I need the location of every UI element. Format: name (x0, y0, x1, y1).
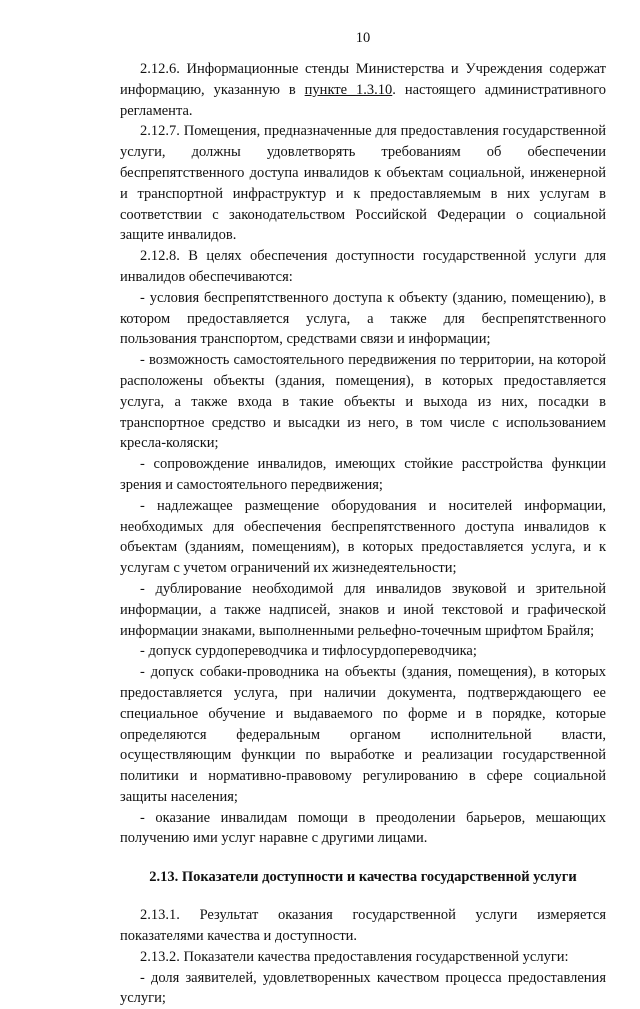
paragraph-2-12-6-tail: . настоящего административного регламента. (120, 81, 606, 119)
section-title-2-13: 2.13. Показатели доступности и качества государственной услуги (149, 869, 577, 886)
link-point-1-3-10[interactable]: пункте 1.3.10 (304, 81, 393, 98)
page-number: 10 (355, 30, 371, 46)
paragraph-2-12-6-text: 2.12.6. Информационные стенды Министерства и Учреждения содержат информацию, указанную в (120, 61, 606, 98)
paragraph-2-12-7: 2.12.7. Помещения, предназначенные для предоставления государственной услуги, должны удовлетворять требованиям об обеспечении беспрепятственного доступа инвалидов к объектам социальной, инженерной и транспортной инфраструктур и к предоставляемым в них услугам в соответствии с законодательством Российской Федерации о социальной защите инвалидов. (120, 123, 606, 244)
list-item-accompaniment: - сопровождение инвалидов, имеющих стойкие расстройства функции зрения и самостоятельного передвижения; (120, 456, 606, 493)
list-item-movement-possibility: - возможность самостоятельного передвижения по территории, на которой расположены объекты (здания, помещения), в которых предоставляется услуга, а также входа в такие объекты и выхода из них, посадки в транспортное средство и высадки из него, в том числе с использованием кресла-коляски; (120, 352, 606, 452)
list-item-applicant-share: - доля заявителей, удовлетворенных качеством процесса предоставления услуги; (120, 969, 606, 1007)
paragraph-2-13-1: 2.13.1. Результат оказания государственной услуги измеряется показателями качества и доступности. (120, 907, 606, 945)
list-item-accessibility-conditions: - условия беспрепятственного доступа к объекту (зданию, помещению), в котором предоставляется услуга, а также для беспрепятственного пользования транспортом, средствами связи и информации; (120, 289, 606, 348)
list-item-equipment-placement: - надлежащее размещение оборудования и носителей информации, необходимых для обеспечения беспрепятственного доступа инвалидов к объектам (зданиям, помещениям), в которых предоставляется услуга, и к услугам с учетом ограничений их жизнедеятельности; (120, 497, 606, 577)
list-item-guide-dog: - допуск собаки-проводника на объекты (здания, помещения), в которых предоставляется услуга, при наличии документа, подтверждающего ее специальное обучение и выдаваемого по форме и в порядке, которые определяются федеральным органом исполнительной власти, осуществляющим функции по выработке и реализации государственной политики и нормативно-правовому регулированию в сфере социальной защиты населения; (120, 664, 606, 805)
list-item-information-duplication: - дублирование необходимой для инвалидов звуковой и зрительной информации, а также надписей, знаков и иной текстовой и графической информации знаками, выполненными рельефно-точечным шрифтом Брайля; (120, 580, 606, 639)
list-item-sign-interpreter: - допуск сурдопереводчика и тифлосурдопереводчика; (140, 643, 477, 660)
paragraph-2-12-8: 2.12.8. В целях обеспечения доступности государственной услуги для инвалидов обеспечиваются: (120, 248, 606, 285)
paragraph-2-13-2: 2.13.2. Показатели качества предоставления государственной услуги: (140, 948, 569, 965)
paragraph-2-12-6 (120, 59, 606, 121)
list-item-barrier-assistance: - оказание инвалидам помощи в преодолении барьеров, мешающих получению ими услуг наравне с другими лицами. (120, 809, 606, 847)
